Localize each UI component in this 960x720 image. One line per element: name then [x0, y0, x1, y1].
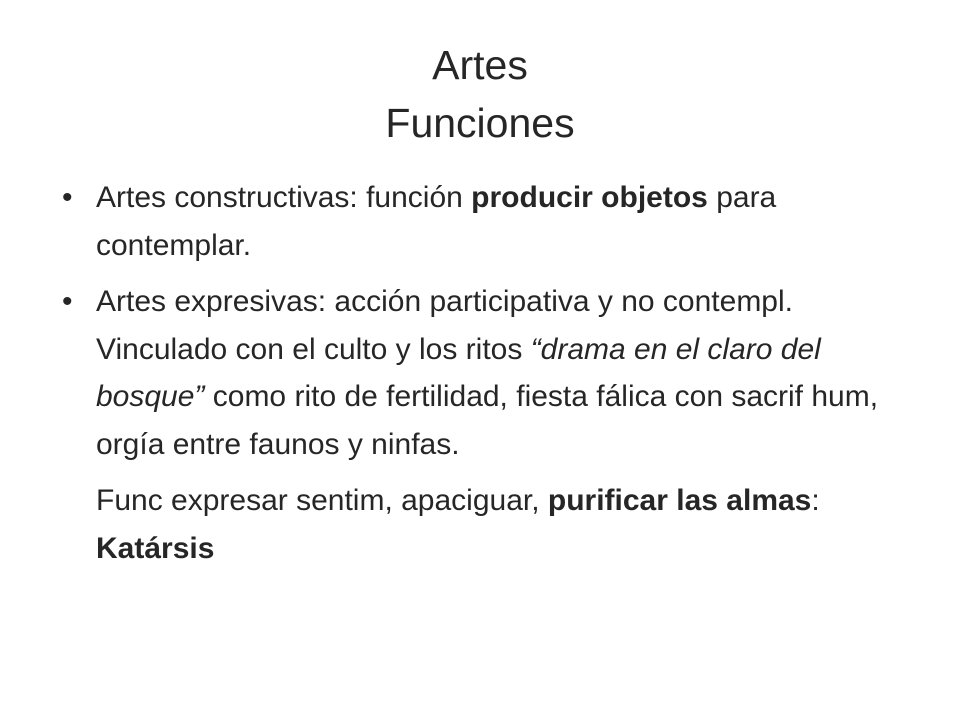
bullet-text — [96, 285, 878, 461]
bullet-icon: • — [62, 181, 73, 214]
slide-title — [0, 36, 960, 152]
bullet-emphasis: producir objetos — [471, 181, 708, 214]
bullet-icon: • — [62, 285, 73, 318]
bullet-continuation — [62, 477, 902, 572]
slide-body — [62, 174, 902, 572]
bullet-segment: Artes expresivas: acción participativa y no contempl. Vinculado con el culto y los ritos — [96, 285, 793, 366]
title-line-1: Artes — [432, 42, 528, 88]
bullet-segment: Artes constructivas: función — [96, 181, 472, 214]
bullet-segment: como rito de fertilidad, fiesta fálica con sacrif hum, orgía entre faunos y ninfas. — [96, 380, 879, 461]
title-line-2: Funciones — [385, 100, 575, 146]
bullet-segment: para contemplar. — [96, 181, 777, 262]
bullet-item-1 — [62, 174, 902, 269]
bullet-text — [96, 181, 776, 262]
continuation-segment: Func expresar sentim, apaciguar, — [96, 484, 548, 517]
continuation-segment: : — [811, 484, 820, 517]
bullet-item-2 — [62, 278, 902, 468]
continuation-emphasis-katarsis: Katársis — [96, 531, 215, 565]
continuation-emphasis: purificar las almas — [547, 484, 812, 517]
bullet-quote: “drama en el claro del bosque” — [96, 332, 821, 413]
